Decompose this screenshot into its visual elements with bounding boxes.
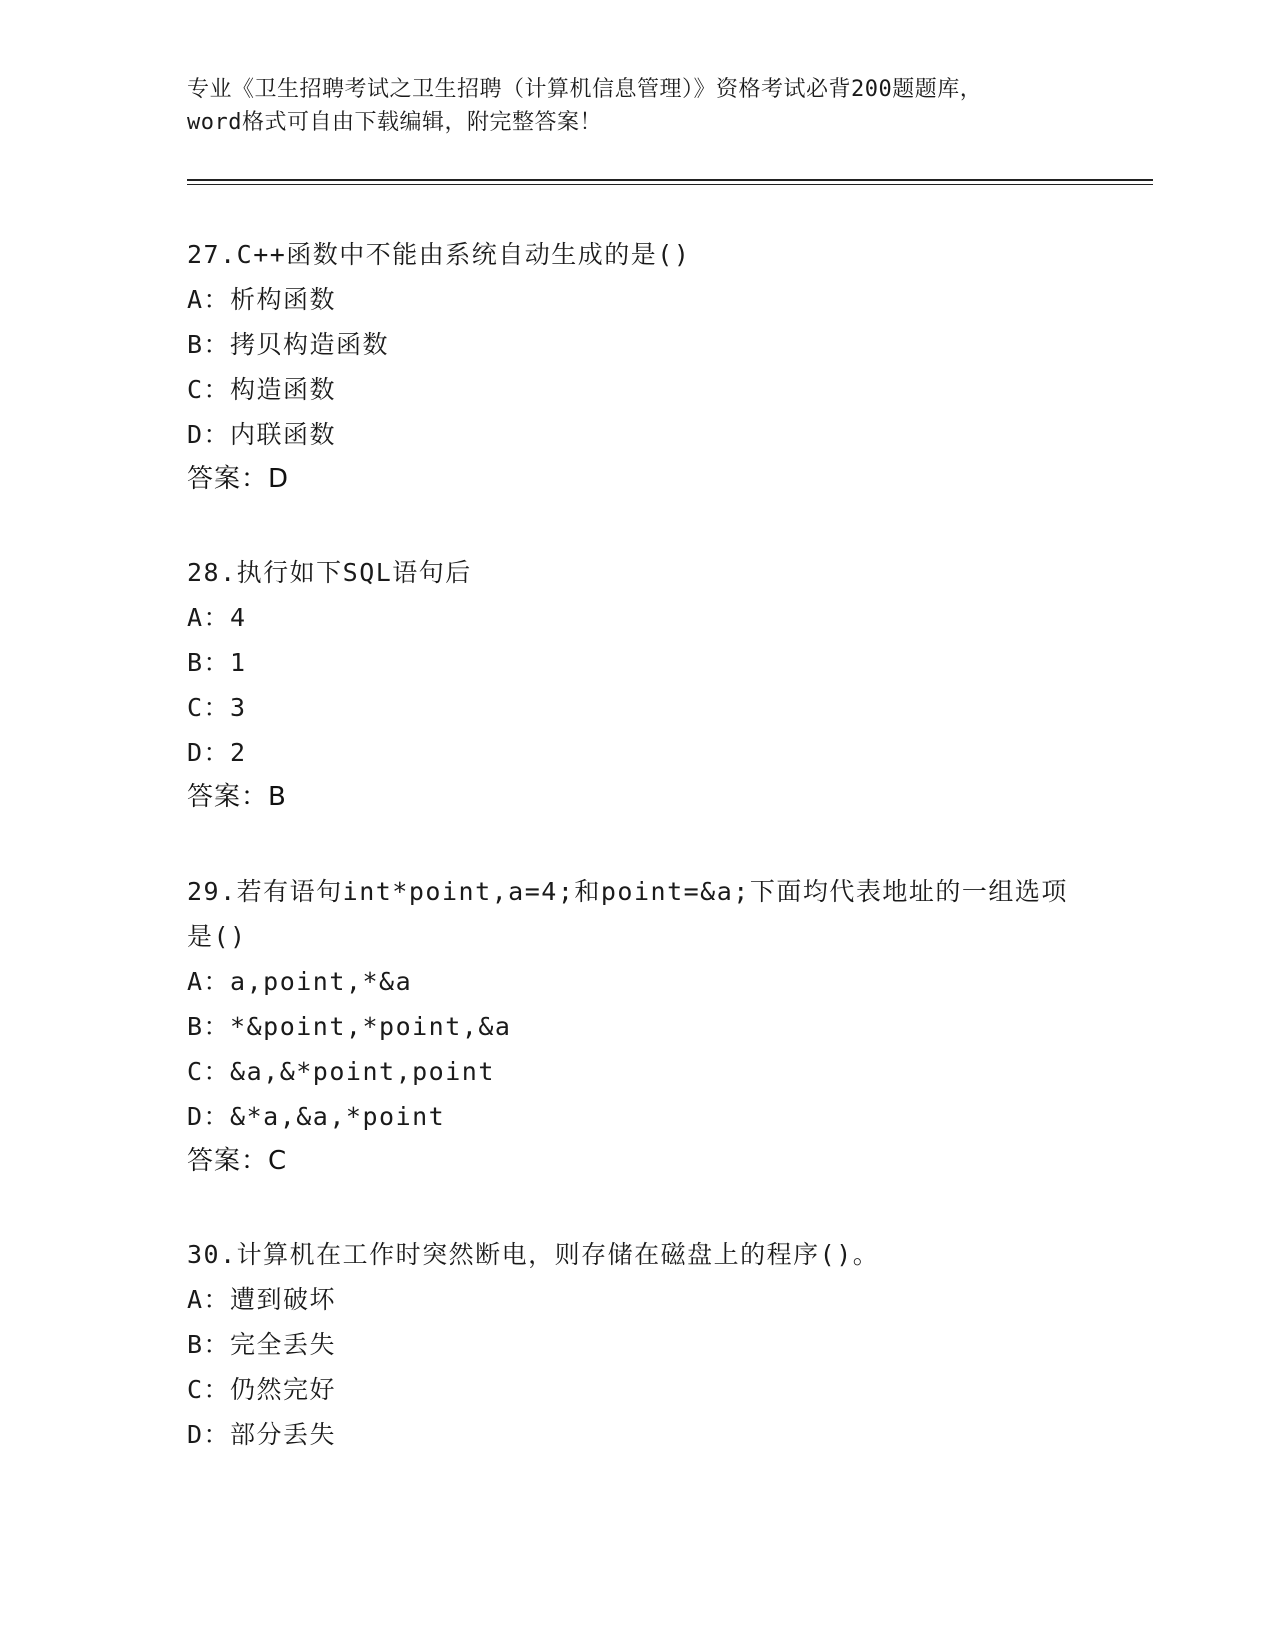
option-a: A：析构函数: [187, 285, 337, 314]
option-a: A：4: [187, 603, 247, 632]
option-b: B：*&point,*point,&a: [187, 1012, 512, 1041]
option-a: A：遭到破坏: [187, 1285, 337, 1314]
answer-line: 答案：D: [187, 464, 290, 494]
question-text: 30.计算机在工作时突然断电，则存储在磁盘上的程序()。: [187, 1240, 880, 1269]
question-30: [187, 1232, 1087, 1457]
option-c: C：构造函数: [187, 375, 337, 404]
question-28: [187, 550, 1087, 820]
option-d: D：2: [187, 738, 247, 767]
header-divider-bottom: [187, 184, 1153, 185]
option-c: C：仍然完好: [187, 1375, 337, 1404]
question-27: [187, 232, 1087, 502]
question-text: 27.C++函数中不能由系统自动生成的是(): [187, 240, 691, 269]
answer-line: 答案：B: [187, 782, 287, 812]
option-d: D：内联函数: [187, 420, 337, 449]
option-a: A：a,point,*&a: [187, 967, 413, 996]
option-c: C：&a,&*point,point: [187, 1057, 495, 1086]
option-d: D：部分丢失: [187, 1420, 337, 1449]
option-c: C：3: [187, 693, 247, 722]
header-line-1: 专业《卫生招聘考试之卫生招聘（计算机信息管理）》资格考试必背200题题库，: [187, 77, 983, 102]
option-d: D：&*a,&a,*point: [187, 1102, 446, 1131]
question-29: [187, 869, 1087, 1184]
option-b: B：拷贝构造函数: [187, 330, 390, 359]
header-line-2: word格式可自由下载编辑，附完整答案！: [187, 110, 602, 135]
answer-line: 答案：C: [187, 1146, 288, 1176]
option-b: B：1: [187, 648, 247, 677]
header-divider-top: [187, 179, 1153, 181]
document-header: [187, 73, 1087, 139]
question-text: 28.执行如下SQL语句后: [187, 558, 472, 587]
question-text: 29.若有语句int*point,a=4;和point=&a;下面均代表地址的一组选项是(): [187, 877, 1068, 951]
option-b: B：完全丢失: [187, 1330, 337, 1359]
